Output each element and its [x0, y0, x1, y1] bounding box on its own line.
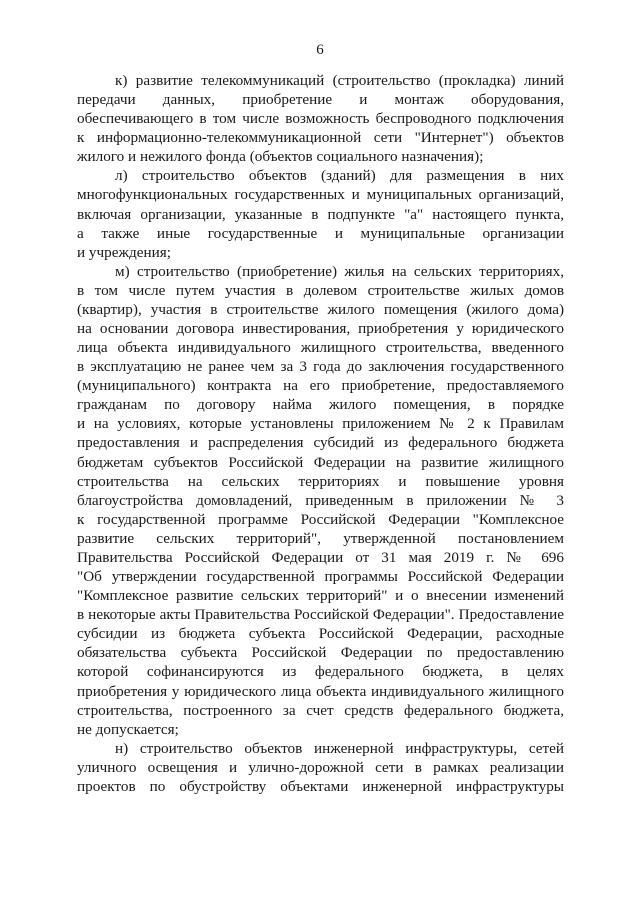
text-line: Правительства Российской Федерации от 31 мая 2019 г. № 696 [77, 548, 564, 566]
text-line: не допускается; [77, 720, 179, 738]
text-line: (муниципального) контракта на его приобретение, предоставляемого [77, 377, 564, 395]
text-line: м) строительство (приобретение) жилья на сельских территориях, [115, 262, 564, 280]
text-line: передачи данных, приобретение и монтаж оборудования, [77, 91, 564, 109]
text-line: гражданам по договору найма жилого помещения, в порядке [77, 396, 564, 414]
text-line: проектов по обустройству объектами инженерной инфраструктуры [77, 777, 564, 795]
text-line: субсидии из бюджета субъекта Российской Федерации, расходные [77, 625, 564, 643]
text-line: "Комплексное развитие сельских территорий" и о внесении изменений [77, 587, 564, 605]
text-line: жилого и нежилого фонда (объектов социального назначения); [77, 148, 484, 166]
text-line: строительства, построенного за счет средств федерального бюджета, [77, 701, 564, 719]
text-line: на основании договора инвестирования, приобретения у юридического [77, 320, 564, 338]
text-line: в некоторые акты Правительства Российской Федерации". Предоставление [77, 606, 564, 624]
text-line: а также иные государственные и муниципальные организации [77, 224, 564, 242]
page-number: 6 [316, 42, 324, 58]
text-line: обязательства субъекта Российской Федерации по предоставлению [77, 644, 564, 662]
text-line: к) развитие телекоммуникаций (строительство (прокладка) линий [115, 72, 564, 89]
text-line: предоставления и распределения субсидий из федерального бюджета [77, 434, 564, 452]
text-line: и учреждения; [77, 243, 171, 261]
text-line: обеспечивающего в том числе возможность беспроводного подключения [77, 110, 564, 128]
text-line: благоустройства домовладений, приведенным в приложении № 3 [77, 491, 564, 509]
text-line: в эксплуатацию не ранее чем за 3 года до заключения государственного [77, 358, 564, 376]
text-line: лица объекта индивидуального жилищного строительства, введенного [77, 339, 564, 357]
text-line: в том числе путем участия в долевом строительстве жилых домов [77, 281, 564, 299]
text-line: к информационно-телекоммуникационной сети "Интернет") объектов [77, 129, 564, 147]
text-line: бюджетам субъектов Российской Федерации на развитие жилищного [77, 453, 564, 471]
text-line: развитие сельских территорий", утвержденной постановлением [77, 529, 564, 547]
document-body [77, 71, 564, 796]
text-line: включая организации, указанные в подпункте "а" настоящего пункта, [77, 205, 564, 223]
text-line: и на условиях, которые установлены приложением № 2 к Правилам [77, 415, 564, 433]
text-line: приобретения у юридического лица объекта индивидуального жилищного [77, 682, 564, 700]
text-line: к государственной программе Российской Федерации "Комплексное [77, 510, 564, 528]
text-line: уличного освещения и улично-дорожной сети в рамках реализации [77, 758, 564, 776]
text-line: которой софинансируются из федерального бюджета, в целях [77, 663, 564, 681]
text-line: многофункциональных государственных и муниципальных организаций, [77, 186, 564, 204]
text-line: "Об утверждении государственной программы Российской Федерации [77, 568, 564, 586]
text-line: строительства на сельских территориях и повышение уровня [77, 472, 564, 490]
text-line: н) строительство объектов инженерной инфраструктуры, сетей [115, 739, 564, 757]
text-line: (квартир), участия в строительстве жилого помещения (жилого дома) [77, 300, 564, 318]
text-line: л) строительство объектов (зданий) для размещения в них [115, 167, 564, 185]
